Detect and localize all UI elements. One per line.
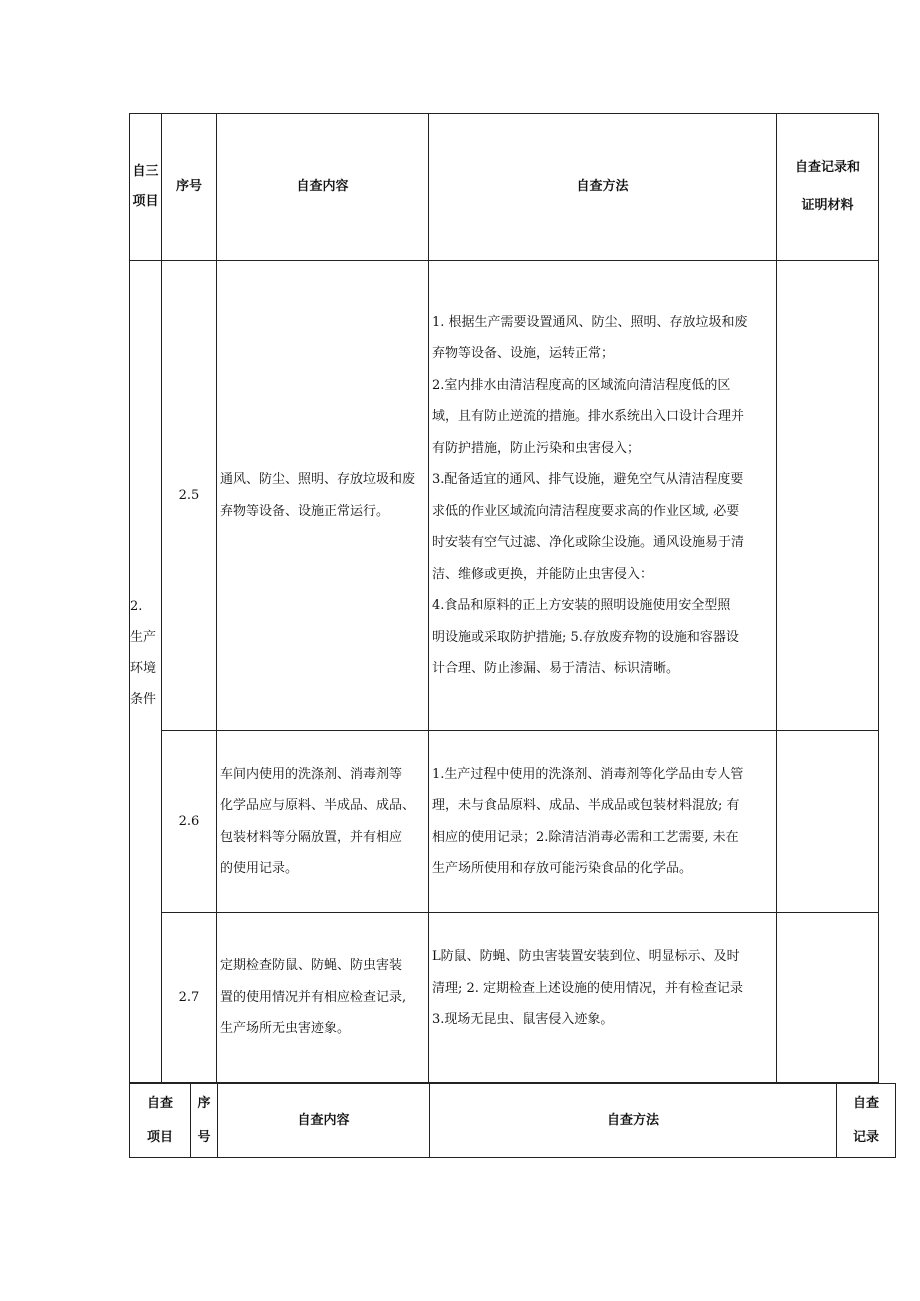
- method-line: 3.配备适宜的通风、排气设施，避免空气从清洁程度要: [432, 472, 744, 487]
- self-inspection-table: [129, 113, 879, 1083]
- method-line: 理，未与食品原料、成品、半成品或包装材料混放; 有: [432, 798, 740, 813]
- header-record-line1: 自查记录和: [794, 160, 860, 175]
- repeat-header-record-line1: 自查: [852, 1095, 879, 1111]
- method-line: 计合理、防止渗漏、易于清洁、标识清晰。: [432, 661, 680, 676]
- table-header-row: [130, 114, 879, 261]
- header-item: [130, 114, 162, 261]
- header-record: [777, 114, 879, 261]
- table-row: [130, 913, 879, 1083]
- method-line: 时安装有空气过滤、净化或除尘设施。通风设施易于清: [432, 535, 745, 550]
- row-record: [777, 913, 879, 1083]
- repeat-header-method: 自查方法: [430, 1084, 837, 1158]
- method-line: 洁、维修或更换，并能防止虫害侵入：: [432, 566, 654, 582]
- repeat-header-item: [130, 1084, 191, 1158]
- row-method: [429, 913, 777, 1083]
- method-line: 域，且有防止逆流的措施。排水系统出入口设计合理并: [432, 409, 745, 424]
- repeat-header-item-line2: 项目: [146, 1129, 173, 1145]
- row-content: [217, 731, 429, 913]
- content-line: 车间内使用的洗涤剂、消毒剂等: [220, 766, 403, 782]
- repeat-header-item-line1: 自查: [146, 1095, 173, 1111]
- table-row: [130, 261, 879, 731]
- method-line: 求低的作业区域流向清洁程度要求高的作业区域, 必要: [432, 503, 740, 519]
- table-row: [130, 731, 879, 913]
- content-line: 定期检查防鼠、防蝇、防虫害装: [220, 958, 403, 974]
- header-item-line2: 项目: [132, 194, 159, 209]
- row-number: 2.6: [162, 731, 217, 913]
- row-number: 2.7: [162, 913, 217, 1083]
- content-line: 化学品应与原料、半成品、成品、: [220, 798, 416, 813]
- content-line: 的使用记录。: [220, 861, 299, 876]
- section-cell: [130, 261, 162, 1083]
- method-line: 清理; 2. 定期检查上述设施的使用情况，并有检查记录: [432, 980, 744, 996]
- method-line: 1. 根据生产需要设置通风、防尘、照明、存放垃圾和废: [432, 314, 748, 330]
- repeat-header-no-line2: 号: [197, 1129, 211, 1145]
- row-method: [429, 731, 777, 913]
- repeat-header-no: [191, 1084, 218, 1158]
- row-record: [777, 731, 879, 913]
- repeat-header-record-line2: 记录: [852, 1129, 879, 1145]
- row-number: 2.5: [162, 261, 217, 731]
- repeat-header-row: [130, 1084, 896, 1158]
- method-line: L防鼠、防蝇、防虫害装置安装到位、明显标示、及时: [432, 949, 740, 964]
- method-line: 生产场所使用和存放可能污染食品的化学品。: [432, 861, 693, 876]
- method-line: 相应的使用记录；2.除清洁消毒必需和工艺需要, 未在: [432, 829, 739, 845]
- content-line: 包装材料等分隔放置，并有相应: [220, 829, 403, 845]
- row-method: [429, 261, 777, 731]
- repeat-header-record: [837, 1084, 896, 1158]
- row-content: [217, 913, 429, 1083]
- content-line: 生产场所无虫害迹象。: [220, 1021, 351, 1037]
- header-content: 自查内容: [217, 114, 429, 261]
- method-line: 弃物等设备、设施，运转正常；: [432, 346, 615, 361]
- row-record: [777, 261, 879, 731]
- section-name-line2: 环境: [130, 661, 157, 676]
- method-line: 3.现场无昆虫、鼠害侵入迹象。: [432, 1012, 614, 1027]
- method-line: 有防护措施，防止污染和虫害侵入；: [432, 440, 641, 456]
- header-method: 自查方法: [429, 114, 777, 261]
- header-no: 序号: [162, 114, 217, 261]
- content-line: 置的使用情况并有相应检查记录,: [220, 989, 407, 1005]
- section-name-line3: 条件: [130, 692, 157, 707]
- header-record-line2: 证明材料: [801, 198, 854, 213]
- method-line: 明设施或采取防护措施; 5.存放废弃物的设施和容器设: [432, 629, 739, 645]
- section-name-line1: 生产: [130, 630, 157, 645]
- method-line: 2.室内排水由清洁程度高的区域流向清洁程度低的区: [432, 377, 731, 393]
- method-line: 4.食品和原料的正上方安装的照明设施使用安全型照: [432, 598, 731, 613]
- repeat-header-table: [129, 1083, 896, 1158]
- repeat-header-no-line1: 序: [197, 1095, 211, 1111]
- section-number: 2.: [130, 599, 143, 614]
- header-item-line1: 自三: [132, 164, 159, 179]
- method-line: 1.生产过程中使用的洗涤剂、消毒剂等化学品由专人管: [432, 766, 744, 782]
- repeat-header-content: 自查内容: [218, 1084, 430, 1158]
- row-content: 通风、防尘、照明、存放垃圾和废弃物等设备、设施正常运行。: [217, 261, 429, 731]
